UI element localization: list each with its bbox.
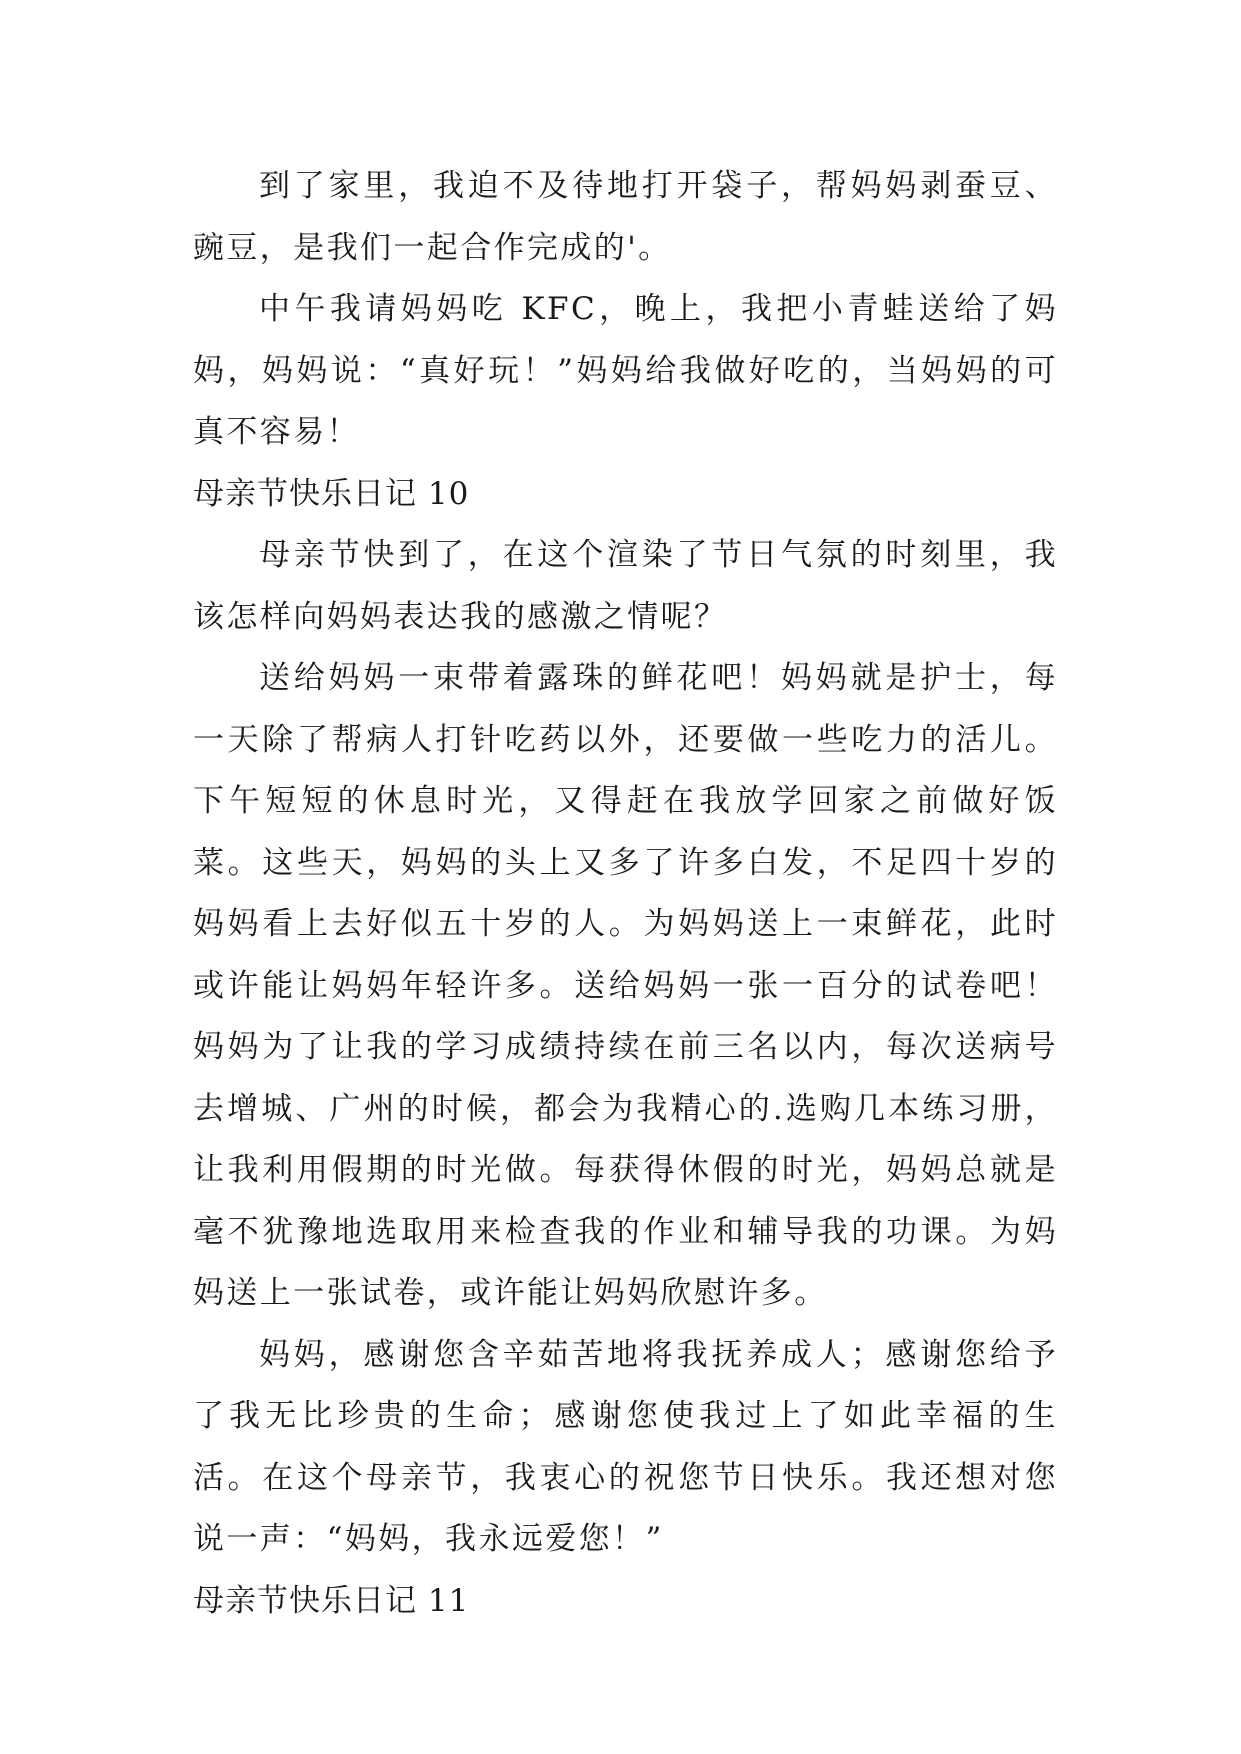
paragraph: 到了家里，我迫不及待地打开袋子，帮妈妈剥蚕豆、豌豆，是我们一起合作完成的'。 <box>193 168 1058 266</box>
paragraph: 送给妈妈一束带着露珠的鲜花吧！妈妈就是护士，每一天除了帮病人打针吃药以外，还要做一些吃力的活儿。下午短短的休息时光，又得赶在我放学回家之前做好饭菜。这些天，妈妈的头上又多了许多白发，不足四十岁的妈妈看上去好似五十岁的人。为妈妈送上一束鲜花，此时或许能让妈妈年轻许多。送给妈妈一张一百分的试卷吧！妈妈为了让我的学习成绩持续在前三名以内，每次送病号去增城、广州的时候，都会为我精心的.选购几本练习册，让我利用假期的时光做。每获得休假的时光，妈妈总就是毫不犹豫地选取用来检查我的作业和辅导我的功课。为妈妈送上一张试卷，或许能让妈妈欣慰许多。 <box>193 660 1058 1311</box>
paragraph: 中午我请妈妈吃 KFC，晚上，我把小青蛙送给了妈妈，妈妈说：“真好玩！”妈妈给我做好吃的，当妈妈的可真不容易！ <box>193 291 1058 450</box>
section-heading: 母亲节快乐日记 10 <box>193 475 470 512</box>
paragraph: 妈妈，感谢您含辛茹苦地将我抚养成人；感谢您给予了我无比珍贵的生命；感谢您使我过上了如此幸福的生活。在这个母亲节，我衷心的祝您节日快乐。我还想对您说一声：“妈妈，我永远爱您！” <box>193 1336 1058 1557</box>
paragraph: 母亲节快到了，在这个渲染了节日气氛的时刻里，我该怎样向妈妈表达我的感激之情呢？ <box>193 537 1058 635</box>
section-heading: 母亲节快乐日记 11 <box>193 1582 470 1619</box>
document-body <box>193 156 1058 1632</box>
